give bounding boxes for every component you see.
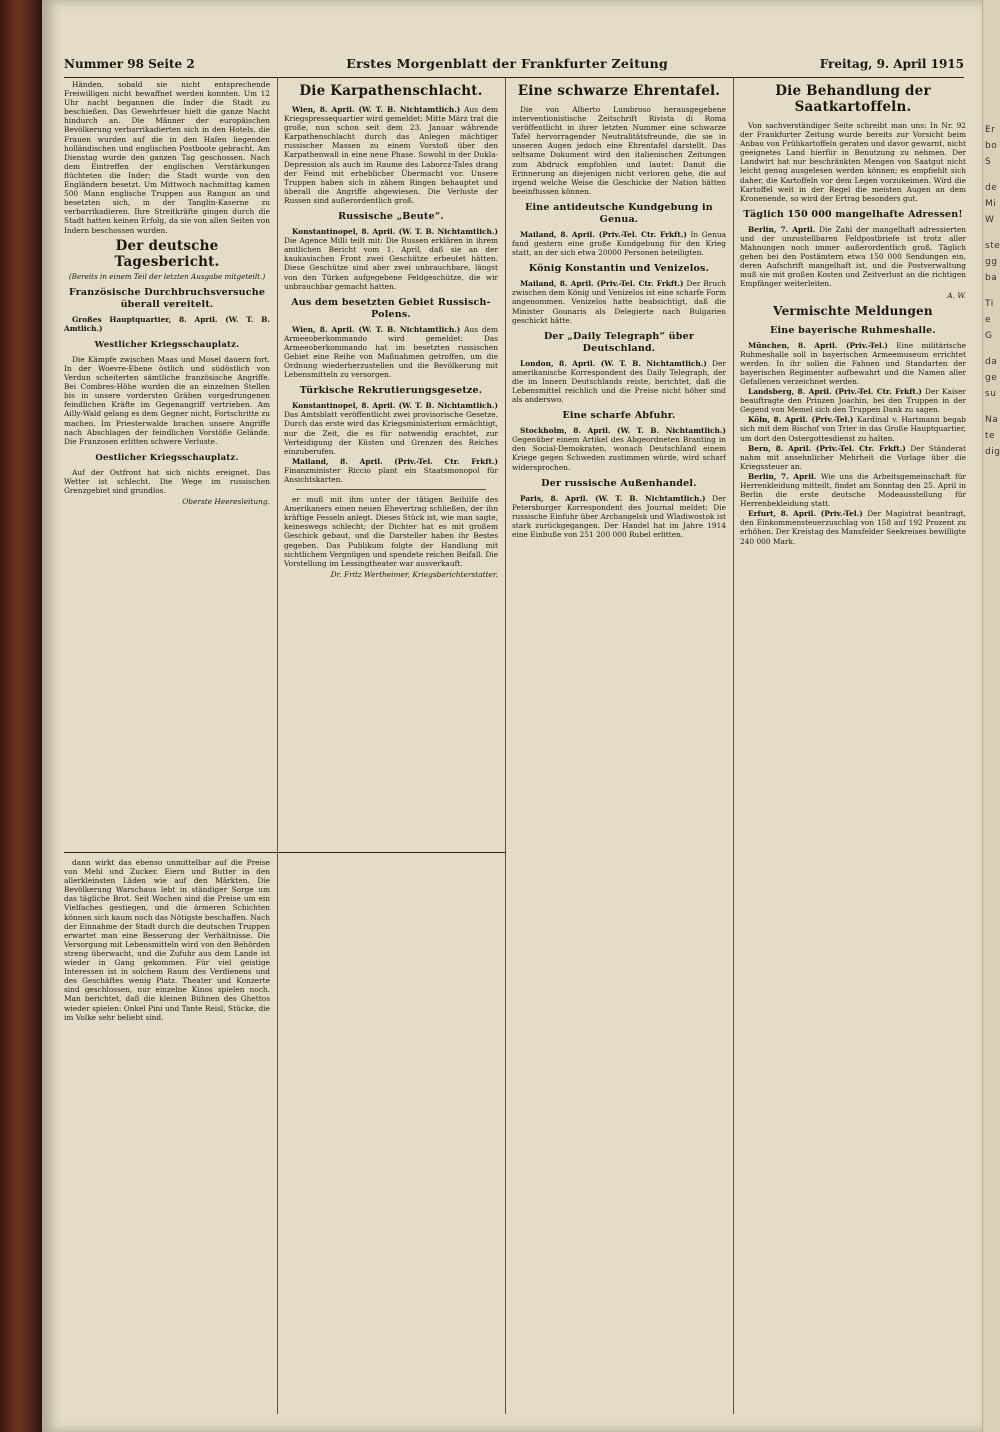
- feuilleton-column-1: [64, 858, 270, 1412]
- article-headline: Der „Daily Telegraph“ über Deutschland.: [543, 330, 695, 354]
- article-headline: Türkische Rekrutierungsgesetze.: [299, 385, 483, 397]
- article-text: Die Agence Milli teilt mit: Die Russen erklären in ihrem amtlichen Bericht vom 1. April, daß sie an der kaukasischen Front zwei Geschütze erbeutet hätten. Diese Geschütze sind aber zwei unbrauchbare, längst von den Türken aufgegebene Feldgeschütze, die wir unbrauchbar gemacht hatten.: [284, 236, 498, 291]
- article-text: Die Kämpfe zwischen Maas und Mosel dauern fort. In der Woevre-Ebene östlich und südöstlich von Verdun scheiterten sämtliche französische Angriffe. Bei Combres-Höhe wurden die an einzelnen Stellen bis in unsere vordersten Gräben vorgedrungenen feindlichen Kräfte im Gegenangriff vertrieben. Am Ailly-Wald gelang es dem Gegner nicht, Fortschritte zu machen. Im Priesterwalde brachen unsere Angriffe nach Abschlagen der feindlichen Vorstöße Gelände. Die Franzosen erlitten schwere Verluste.: [64, 354, 270, 446]
- edge-text-fragment: ba: [985, 273, 998, 283]
- edge-text-fragment: W: [985, 215, 995, 225]
- edge-text-fragment: Ti: [985, 299, 994, 309]
- dateline: Wien, 8. April. (W. T. B. Nichtamtlich.): [292, 105, 461, 114]
- dateline: Mailand, 8. April. (Priv.-Tel. Ctr. Frkft.): [292, 456, 498, 466]
- dateline: Erfurt, 8. April. (Priv.-Tel.): [748, 509, 863, 519]
- edge-text-fragment: de: [985, 183, 998, 193]
- column-2: [284, 80, 498, 1412]
- theater-east-heading: Oestlicher Kriegsschauplatz.: [95, 452, 239, 463]
- edge-text-fragment: dig: [985, 447, 1000, 457]
- article-headline: Die Behandlung der Saatkartoffeln.: [775, 83, 931, 115]
- article-text: Der Magistrat beantragt, den Einkommensteuerzuschlag von 158 auf 192 Prozent zu erhöhen. Der Kreistag des Mansfelder Seekreises bewilligte 240 000 Mark.: [740, 509, 966, 546]
- next-page-edge: [982, 0, 1000, 1432]
- next-page-text: [983, 0, 1000, 458]
- dateline: Köln, 8. April. (Priv.-Tel.): [748, 415, 854, 425]
- article-text: Das Amtsblatt veröffentlicht zwei provisorische Gesetze. Durch das erste wird das Kriegsministerium ermächtigt, nur die Zeit, die es für notwendig erachtet, zur Verteidigung der Küsten und Grenzen des Reiches einzuberufen.: [284, 410, 498, 456]
- article-headline: Eine schwarze Ehrentafel.: [517, 83, 721, 99]
- edge-text-fragment: Mi: [985, 199, 997, 209]
- article-headline: Französische Durchbruchsversuche überall vereitelt.: [68, 286, 266, 310]
- dateline: Mailand, 8. April. (Priv.-Tel. Ctr. Frkft.): [520, 229, 687, 239]
- newspaper-title: Erstes Morgenblatt der Frankfurter Zeitung: [346, 56, 669, 71]
- article-text: Der Bruch zwischen dem König und Venizelos ist eine scharfe Form angenommen. Venizelos hatte beabsichtigt, daß die Minister Gounaris als Delegierte nach Bulgarien geschickt hätte.: [512, 279, 726, 325]
- article-text: Der Petersburger Korrespondent des Journal meldet: Die russische Einfuhr über Archangelsk und Wladiwostok ist stark zurückgegangen. Der Handel hat im Jahre 1914 eine Einbuße von 251 200 000 Rubel erlitten.: [512, 493, 726, 539]
- article-text: Auf der Ostfront hat sich nichts ereignet. Das Wetter ist schlecht. Die Wege im russischen Grenzgebiet sind grundlos.: [64, 467, 270, 495]
- edge-text-fragment: G: [985, 331, 993, 341]
- dateline: Berlin, 7. April.: [748, 471, 817, 481]
- article-headline: Russische „Beute“.: [338, 211, 444, 223]
- article-text: Händen, sobald sie nicht entsprechende Freiwilligen nicht bewaffnet werden konnten. Um 12 Uhr nacht begannen die Inder die Stadt zu beschießen. Das Gewehrfeuer hielt die ganze Nacht hindurch an. Die Männer der europäischen Bevölkerung verbarrikadierten sich in den Hotels, die Frauen wurden auf die in den Hafen liegenden holländischen und englischen Postboote gebracht. Am Dienstag wurde den ganzen Tag geschossen. Nach dem Eintreffen der englischen Verstärkungen flüchteten die Inder; die Stadt wurde von den Engländern besetzt. Um Mittwoch nachmittag kamen 500 Mann englische Truppen aus Rangun an und besetzten sich, in der Tanglin-Kaserne zu verbarrikadieren. Ihre Streitkräfte gingen durch die Stadt hatten keinen Erfolg, da sie von allen Seiten von Indern beschossen wurden.: [64, 80, 270, 235]
- article-text: Aus dem Armeeoberkommando wird gemeldet: Das Armeeoberkommando hat im besetzten russischen Gebiet eine Reihe von Maßnahmen getroffen, um die Ordnung wiederherzustellen und die Bevölkerung mit Lebensmitteln zu versorgen.: [284, 324, 498, 380]
- edge-text-fragment: su: [985, 389, 997, 399]
- edge-text-fragment: Na: [985, 415, 999, 425]
- feuilleton-text: dann wirkt das ebenso unmittelbar auf die Preise von Mehl und Zucker. Eiern und Butter in den allerkleinsten Läden wie auf den Märkten. Die Bevölkerung Warschaus lebt in ständiger Sorge um das tägliche Brot. Seit Wochen sind die Preise um ein Vielfaches gestiegen, und die ärmeren Schichten können sich kaum noch das Nötigste beschaffen. Nach der Einnahme der Stadt durch die deutschen Truppen erwartet man eine Besserung der Verhältnisse. Die Versorgung mit Lebensmitteln wird von den Behörden streng überwacht, und die Zufuhr aus dem Lande ist wieder in Gang gekommen. Für viel geistige Interessen ist in solchem Raum des Verdienens und des Geschäftes wenig Platz. Theater und Konzerte sind geschlossen, nur einzelne Kinos spielen noch. Man berichtet, daß die kleinen Bühnen des Ghettos wieder spielen: Onkel Pini und Tante Reisl, Stücke, die im Volke sehr beliebt sind.: [64, 858, 270, 1022]
- edge-text-fragment: ste: [985, 241, 1000, 251]
- article-text: Der amerikanische Korrespondent des Daily Telegraph, der die im Innern Deutschlands reiste, berichtet, daß die Lebensmittel reichlich und die Preise nicht höher sind als anderswo.: [512, 358, 726, 405]
- article-text: Wie uns die Arbeitsgemeinschaft für Herrenkleidung mitteilt, findet am Sonntag den 25. April in Berlin die erste deutsche Modeausstellung für Herrenbekleidung statt.: [740, 471, 966, 509]
- article-text: In Genua fand gestern eine große Kundgebung für den Krieg statt, an der sich etwa 20000 Personen beteiligten.: [512, 229, 726, 258]
- newspaper-page: [42, 0, 982, 1432]
- dateline: Konstantinopel, 8. April. (W. T. B. Nichtamtlich.): [292, 401, 498, 411]
- article-headline: Der russische Außenhandel.: [541, 477, 697, 489]
- column-rule-3: [733, 78, 734, 1414]
- edge-text-fragment: S: [985, 157, 992, 167]
- article-text: Der Kaiser beauftragte den Prinzen Joachin, bei den Truppen in der Gegend von Memel sich den Truppen Dank zu sagen.: [740, 387, 966, 415]
- feuilleton-text: er muß mit ihm unter der tätigen Beihilfe des Amerikaners einen neuen Ehevertrag schließen, der ihn kräftige Fesseln anlegt. Dieses Stück ist, wie man sagte, keineswegs schlecht; der Dichter hat es mit großem Geschick gebaut, und die Darsteller haben ihr Bestes gegeben. Das Publikum folgte der Handlung mit sichtlichem Vergnügen und spendete reichen Beifall. Die Vorstellung im Lessingtheater war ausverkauft.: [284, 495, 498, 568]
- dateline: Mailand, 8. April. (Priv.-Tel. Ctr. Frkft.): [520, 279, 684, 289]
- article-headline: Täglich 150 000 mangelhafte Adressen!: [743, 208, 963, 220]
- article-text: Aus dem Kriegspressequartier wird gemeldet: Mitte März trat die große, nun schon seit dem 23. Januar währende Karpathenschlacht durch das Anlegen mächtiger russischer Massen zu einem Vorstoß über den Karpathenwall in eine neue Phase. Sowohl in der Dukla-Depression als auch im Raume des Laborcz-Tales drang der Feind mit erheblicher Übermacht vor. Unsere Truppen haben sich in zähem Ringen behauptet und überall die Angriffe abgewiesen. Die Verluste der Russen sind außerordentlich groß.: [284, 105, 498, 205]
- dateline: Stockholm, 8. April. (W. T. B. Nichtamtlich.): [520, 426, 726, 436]
- article-headline: Aus dem besetzten Gebiet Russisch-Polens.: [291, 296, 491, 320]
- dateline: Berlin, 7. April.: [748, 224, 816, 234]
- article-headline: Die Karpathenschlacht.: [299, 83, 483, 99]
- column-4: [740, 80, 966, 1412]
- page-number: Nummer 98 Seite 2: [64, 57, 195, 71]
- section-title: Der deutsche Tagesbericht.: [114, 237, 220, 270]
- article-headline: König Konstantin und Venizelos.: [528, 263, 710, 275]
- article-headline: Eine antideutsche Kundgebung in Genua.: [525, 201, 713, 225]
- dateline: Wien, 8. April. (W. T. B. Nichtamtlich.): [292, 324, 461, 334]
- masthead: [64, 56, 964, 78]
- signature: A. W.: [947, 290, 966, 300]
- column-1: [64, 80, 270, 850]
- column-rule-2: [505, 78, 506, 1414]
- divider: [296, 489, 486, 490]
- article-headline: Eine scharfe Abfuhr.: [562, 410, 676, 422]
- article-text: Eine militärische Ruhmeshalle soll in bayerischen Armeemuseum errichtet werden. In ihr sollen die Fahnen und Standarten der bayerischen Regimenter aufbewahrt und die Namen aller Gefallenen verzeichnet werden.: [740, 340, 966, 386]
- dateline: Paris, 8. April. (W. T. B. Nichtamtlich.): [520, 493, 706, 503]
- dateline: Konstantinopel, 8. April. (W. T. B. Nichtamtlich.): [292, 227, 498, 237]
- article-text: Gegenüber einem Artikel des Abgeordneten Branting in den Social-Demokraten, wonach Deutschland einem Kriege gegen Schweden zustimmen würde, wird scharf widersprochen.: [512, 435, 726, 472]
- article-text: Von sachverständiger Seite schreibt man uns: In Nr. 92 der Frankfurter Zeitung wurde bereits zur Vorsicht beim Anbau von Frühkartoffeln geraten und davor gewarnt, nicht geeignetes Land hierfür in Benutzung zu nehmen. Der Landwirt hat nur beschränkten Mengen von Saatgut nicht leicht genug ausgelesen werden können; es empfiehlt sich daher, die Kartoffeln vor dem Legen vorzukeimen. Wird die Kartoffel weit in der Regel die meisten Augen an dem Kronenende, so wird der Ertrag besonders gut.: [740, 121, 966, 203]
- edge-text-fragment: da: [985, 357, 998, 367]
- dateline: Bern, 8. April. (Priv.-Tel. Ctr. Frkft.): [748, 443, 906, 453]
- section-title: Vermischte Meldungen: [773, 303, 933, 318]
- dateline: Landsberg, 8. April. (Priv.-Tel. Ctr. Frkft.): [748, 387, 922, 397]
- edge-text-fragment: bo: [985, 141, 998, 151]
- edge-text-fragment: te: [985, 431, 996, 441]
- article-text: Die Zahl der mangelhaft adressierten und der unzustellbaren Feldpostbriefe ist trotz aller Mahnungen noch immer außerordentlich groß. Täglich gehen bei den Postämtern etwa 150 000 Sendungen ein, deren Aufschrift mangelhaft ist, und die Postverwaltung muß sie mit großen Kosten und Zeitverlust an die richtigen Empfänger weiterleiten.: [740, 224, 966, 289]
- edge-text-fragment: ge: [985, 373, 998, 383]
- article-text: Kardinal v. Hartmann begab sich mit dem Bischof von Trier in das Große Hauptquartier, um dort den Ostergottesdienst zu halten.: [740, 415, 966, 443]
- edge-text-fragment: e: [985, 315, 992, 325]
- article-headline: Eine bayerische Ruhmeshalle.: [770, 324, 936, 336]
- dateline: Großes Hauptquartier, 8. April. (W. T. B. Amtlich.): [64, 314, 270, 333]
- article-text: Die von Alberto Lumbroso herausgegebene interventionistische Zeitschrift Rivista di Roma veröffentlicht in ihrer letzten Nummer eine schwarze Tafel hervorragender Neutralitätsfreunde, die sie in unseren Augen jedoch eine Ehrentafel darstellt. Das seltsame Dokument wird den italienischen Zeitungen zum Abdruck empfohlen und lautet: Damit die Erinnerung an diejenigen nicht verloren gehe, die auf irgend welche Weise die Geschicke der Nation hätten beeinflussen können.: [512, 105, 726, 196]
- column-3: [512, 80, 726, 1412]
- signature: Oberste Heeresleitung.: [182, 497, 270, 507]
- theater-west-heading: Westlicher Kriegsschauplatz.: [94, 339, 240, 350]
- column-rule-1: [277, 78, 278, 1414]
- dateline: München, 8. April. (Priv.-Tel.): [748, 340, 888, 350]
- edge-text-fragment: gg: [985, 257, 998, 267]
- section-subtitle: (Bereits in einem Teil der letzten Ausgabe mitgeteilt.): [68, 271, 266, 281]
- issue-date: Freitag, 9. April 1915: [819, 57, 964, 71]
- edge-text-fragment: Er: [985, 125, 996, 135]
- signature: Dr. Fritz Wertheimer, Kriegsberichterstatter.: [330, 569, 498, 579]
- book-binding: [0, 0, 42, 1432]
- dateline: London, 8. April. (W. T. B. Nichtamtlich.): [520, 358, 707, 368]
- article-text: Der Ständerat nahm mit ansehnlicher Mehrheit die Vorlage über die Kriegssteuer an.: [740, 443, 966, 471]
- article-text: Finanzminister Riccio plant ein Staatsmonopol für Ansichtskarten.: [284, 465, 498, 484]
